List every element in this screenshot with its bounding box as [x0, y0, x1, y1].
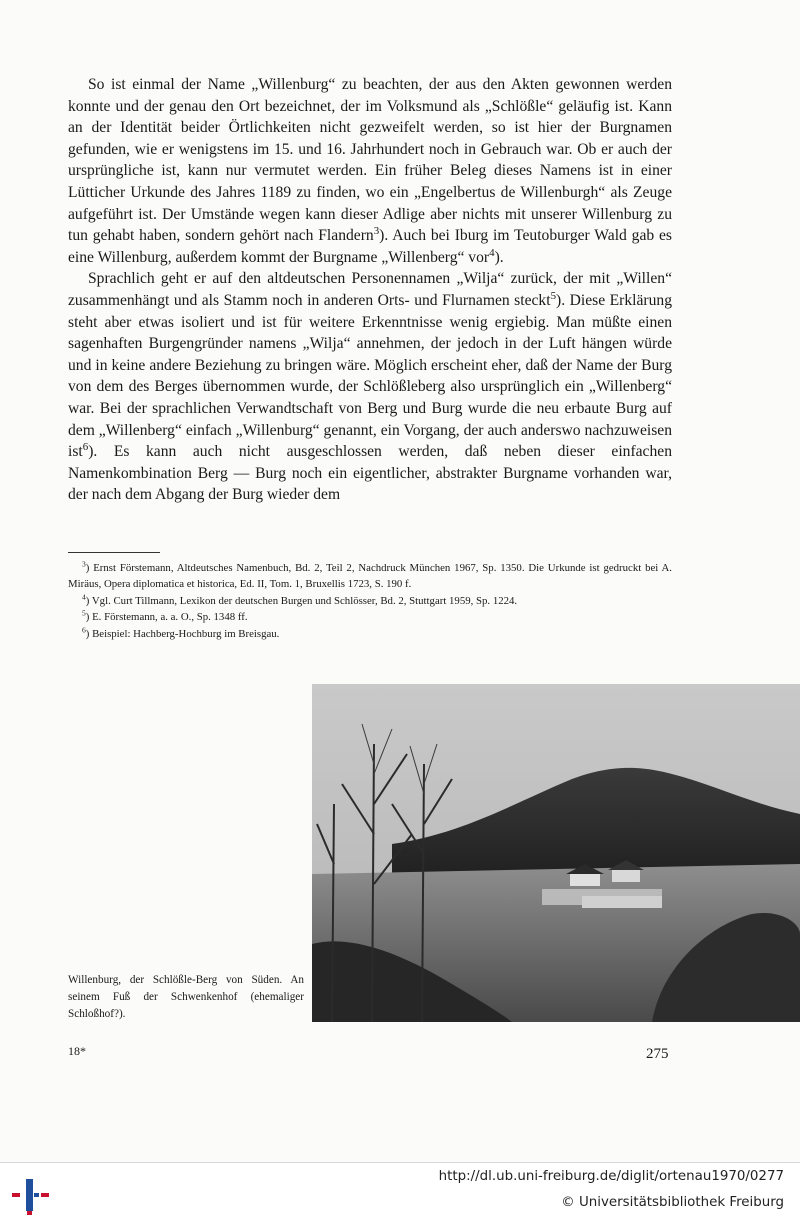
footnote-text: ) Beispiel: Hachberg-Hochburg im Breisgau.: [85, 627, 280, 640]
paragraph-2-text-a: Sprachlich geht er auf den altdeutschen Personennamen „Wilja“ zurück, der mit „Willen“ zusammenhängt und als Stamm noch in anderen Orts- und Flurnamen steckt: [68, 270, 672, 309]
footnote-text: ) Vgl. Curt Tillmann, Lexikon der deutschen Burgen und Schlösser, Bd. 2, Stuttgart 1959, Sp. 1224.: [85, 594, 518, 607]
paragraph-2-text-c: ). Es kann auch nicht ausgeschlossen werden, daß neben dieser einfachen Namenkombination Berg — Burg noch ein eigentlicher, abstrakter Burgname vorhanden war, der nach dem Abgang der Burg wieder dem: [68, 443, 672, 504]
page-number: 275: [646, 1046, 669, 1062]
footnote-ref-4: 4: [489, 246, 495, 259]
footnote: [68, 609, 672, 625]
viewer-footer: [0, 1163, 800, 1220]
paragraph-2: [68, 268, 672, 506]
footnotes: [68, 560, 672, 642]
footnote-number: 6: [82, 625, 86, 635]
footnote-ref-5: 5: [550, 289, 557, 302]
footnote-rule: [68, 552, 160, 553]
footnote-number: 4: [82, 592, 86, 602]
paragraph-1-text-b: ). Auch bei Iburg im Teutoburger Wald gab es eine Willenburg, außerdem kommt der Burgname „Willenberg“ vor: [68, 227, 672, 266]
signature-mark: 18*: [68, 1044, 86, 1058]
ub-freiburg-logo-icon[interactable]: [8, 1171, 52, 1215]
footnote-number: 5: [82, 608, 86, 618]
paragraph-1: [68, 74, 672, 268]
body-text: [68, 74, 672, 506]
paragraph-1-text-a: So ist einmal der Name „Willenburg“ zu beachten, der aus den Akten gewonnen werden konnte und der genau den Ort bezeichnet, der im Volksmund als „Schlößle“ geläufig ist. Kann an der Identität beider Örtlichkeiten nicht gezweifelt werden, so ist hier der Burgnamen gefunden, wie er wenigstens im 15. und 16. Jahrhundert noch in Gebrauch war. Ob er auch der ursprüngliche ist, kann nur vermutet werden. Ein früher Beleg dieses Namens ist in einer Lütticher Urkunde des Jahres 1189 zu finden, wo ein „Engelbertus de Willenburgh“ als Zeuge aufgeführt ist. Der Umstände wegen kann dieser Adlige aber nichts mit unserer Willenburg zu tun gehabt haben, sondern gehört nach Flandern: [68, 76, 672, 245]
footnote: [68, 560, 672, 593]
copyright-notice: © Universitätsbibliothek Freiburg: [561, 1195, 784, 1210]
footnote-text: ) E. Förstemann, a. a. O., Sp. 1348 ff.: [85, 611, 248, 624]
permalink-url[interactable]: http://dl.ub.uni-freiburg.de/diglit/ortenau1970/0277: [438, 1169, 784, 1184]
footnote: [68, 593, 672, 609]
footnote-number: 3: [82, 559, 86, 569]
field-strip: [582, 896, 662, 908]
landscape-photo-drawing: [312, 684, 800, 1022]
paragraph-1-text-c: ).: [494, 248, 504, 266]
footnote-text: ) Ernst Förstemann, Altdeutsches Namenbuch, Bd. 2, Teil 2, Nachdruck München 1967, Sp. 1350. Die Urkunde ist gedruckt bei A. Miräus, Opera diplomatica et historica, Ed. II, Tom. 1, Bruxellis 1723, S. 190 f.: [68, 562, 672, 591]
photo-caption: Willenburg, der Schlößle-Berg von Süden. An seinem Fuß der Schwenkenhof (ehemaliger Schloßhof?).: [68, 974, 304, 1020]
landscape-photo: [312, 684, 800, 1022]
footnote: [68, 626, 672, 642]
paragraph-2-text-b: ). Diese Erklärung steht aber etwas isoliert und ist für weitere Erkenntnisse wenig ergiebig. Man müßte einen sagenhaften Burgengründer namens „Wilja“ annehmen, der jedoch in der Luft hängen würde und in keine andere Beziehung zu bringen wäre. Möglich erscheint eher, daß der Name der Burg von dem des Berges übernommen wurde, der Schlößleberg also ursprünglich ein „Willenberg“ war. Bei der sprachlichen Verwandtschaft von Berg und Burg wurde die neu erbaute Burg auf dem „Willenberg“ einfach „Willenburg“ genannt, ein Vorgang, der auch anderswo nachzuweisen ist: [68, 291, 672, 461]
footnote-ref-6: 6: [82, 440, 89, 453]
footnote-ref-3: 3: [373, 224, 380, 237]
